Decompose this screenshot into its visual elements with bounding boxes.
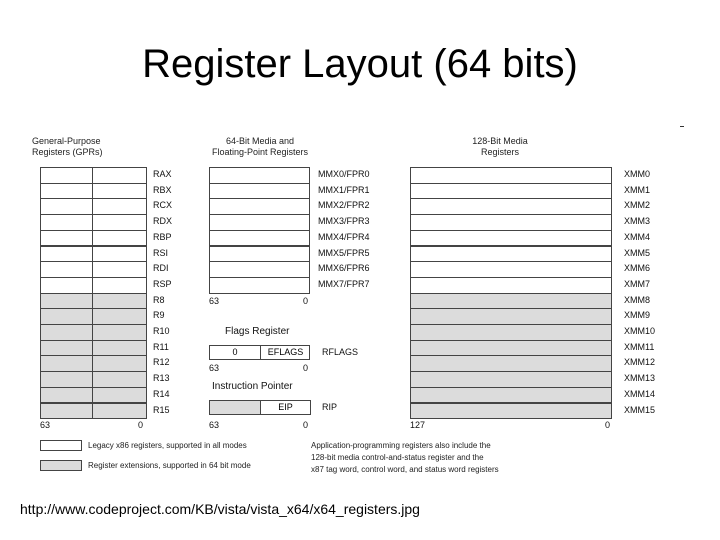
gpr-register: [40, 261, 147, 278]
xmm-register: [410, 293, 612, 310]
media128-header-line2: Registers: [480, 147, 519, 157]
register-diagram: [0, 118, 720, 480]
gpr-register-label: RBX: [153, 184, 172, 195]
ip-eip-label: EIP: [278, 402, 293, 412]
flags-eflags-field: EFLAGS: [267, 347, 304, 357]
gpr-register-divider: [92, 309, 93, 324]
source-url: http://www.codeproject.com/KB/vista/vista_x64/x64_registers.jpg: [20, 501, 420, 517]
gpr-bit-high: 63: [40, 420, 51, 430]
ip-eip-field: [260, 400, 311, 415]
gpr-register: [40, 371, 147, 388]
mmx-register: [209, 261, 310, 278]
xmm-register-label: XMM13: [624, 373, 656, 384]
mmx-register-label: MMX3/FPR3: [318, 216, 370, 227]
gpr-register-label: RSP: [153, 278, 172, 289]
gpr-header-line1: General-Purpose: [32, 136, 101, 146]
xmm-register: [410, 355, 612, 372]
gpr-register: [40, 214, 147, 231]
gpr-register-label: RSI: [153, 247, 169, 258]
gpr-register-label: RDI: [153, 263, 169, 274]
xmm-register-label: XMM7: [624, 278, 651, 289]
gpr-register-divider: [92, 262, 93, 277]
mmx-register-label: MMX2/FPR2: [318, 200, 370, 211]
gpr-register: [40, 277, 147, 294]
gpr-register: [40, 324, 147, 341]
gpr-register-divider: [92, 215, 93, 230]
xmm-register-label: XMM4: [624, 231, 651, 242]
mmx-register-label: MMX6/FPR6: [318, 263, 370, 274]
gpr-register-label: RBP: [153, 231, 172, 242]
gpr-register-label: R12: [153, 357, 170, 368]
gpr-register: [40, 198, 147, 215]
legend-note-line2: 128-bit media control-and-status register and the: [311, 453, 484, 462]
gpr-register-divider: [92, 199, 93, 214]
gpr-header: [32, 136, 142, 158]
gpr-register: [40, 230, 147, 247]
legend-note: [311, 440, 499, 476]
mmx-register: [209, 167, 310, 184]
media128-header-line1: 128-Bit Media: [472, 136, 528, 146]
legend-legacy-swatch: [40, 440, 82, 451]
mmx-register-label: MMX0/FPR0: [318, 169, 370, 179]
legend-note-line3: x87 tag word, control word, and status word registers: [311, 465, 499, 474]
xmm-register: [410, 371, 612, 388]
gpr-register-label: R11: [153, 341, 169, 352]
gpr-register-divider: [92, 388, 93, 403]
xmm-register: [410, 261, 612, 278]
xmm-register: [410, 387, 612, 404]
xmm-register-label: XMM11: [624, 341, 655, 352]
gpr-register-divider: [92, 356, 93, 371]
flags-register-name: RFLAGS: [322, 347, 359, 357]
mmx-bit-high: 63: [209, 296, 220, 306]
xmm-register-label: XMM1: [624, 184, 651, 195]
gpr-register: [40, 340, 147, 357]
mmx-bit-low: 0: [303, 296, 309, 306]
ip-bit-low: 0: [303, 420, 309, 430]
xmm-register: [410, 246, 612, 263]
xmm-register: [410, 308, 612, 325]
gpr-register: [40, 355, 147, 372]
xmm-register-label: XMM5: [624, 247, 651, 258]
gpr-register-divider: [92, 294, 93, 309]
legend-legacy-text: Legacy x86 registers, supported in all modes: [88, 441, 247, 450]
gpr-register-label: R9: [153, 310, 165, 321]
media64-header: [190, 136, 330, 158]
flags-heading: Flags Register: [225, 326, 290, 337]
gpr-register: [40, 167, 147, 184]
gpr-register-divider: [92, 168, 93, 183]
mmx-register: [209, 277, 310, 294]
gpr-register-divider: [92, 231, 93, 246]
xmm-register: [410, 198, 612, 215]
gpr-header-line2: Registers (GPRs): [32, 147, 103, 157]
gpr-register-label: RDX: [153, 216, 173, 227]
gpr-register-divider: [92, 372, 93, 387]
xmm-register-label: XMM10: [624, 326, 656, 336]
xmm-register-label: XMM6: [624, 263, 651, 274]
flags-register: [209, 345, 310, 360]
legend-extension-swatch: [40, 460, 82, 471]
flags-bit-high: 63: [209, 363, 220, 373]
gpr-register-label: R10: [153, 326, 170, 336]
xmm-register: [410, 167, 612, 184]
gpr-register-divider: [92, 325, 93, 340]
xmm-register: [410, 403, 612, 420]
mmx-register: [209, 183, 310, 200]
gpr-register: [40, 246, 147, 263]
mmx-register: [209, 246, 310, 263]
decorative-dash: [680, 126, 684, 127]
xmm-register: [410, 340, 612, 357]
gpr-register-label: RAX: [153, 169, 172, 179]
legend-extension-text: Register extensions, supported in 64 bit mode: [88, 461, 251, 470]
slide-title: Register Layout (64 bits): [142, 42, 578, 86]
gpr-register-divider: [92, 341, 93, 356]
mmx-register-label: MMX7/FPR7: [318, 278, 370, 289]
xmm-register: [410, 183, 612, 200]
gpr-register-label: R14: [153, 388, 170, 399]
gpr-register: [40, 293, 147, 310]
xmm-register-label: XMM9: [624, 310, 651, 321]
flags-bit-low: 0: [303, 363, 309, 373]
ip-register-name: RIP: [322, 402, 338, 412]
xmm-register: [410, 214, 612, 231]
gpr-register-label: RCX: [153, 200, 173, 211]
mmx-register: [209, 198, 310, 215]
xmm-register-label: XMM15: [624, 404, 656, 415]
mmx-register-label: MMX5/FPR5: [318, 247, 370, 258]
ip-bit-high: 63: [209, 420, 220, 430]
ip-register: [209, 400, 310, 415]
gpr-register-divider: [92, 278, 93, 293]
xmm-register-label: XMM14: [624, 388, 656, 399]
gpr-register-divider: [92, 184, 93, 199]
mmx-register-label: MMX1/FPR1: [318, 184, 370, 195]
flags-zero-field: 0: [232, 347, 238, 357]
xmm-register-label: XMM0: [624, 169, 651, 179]
mmx-register: [209, 230, 310, 247]
xmm-bit-high: 127: [410, 420, 426, 430]
gpr-register: [40, 403, 147, 420]
media128-header: [450, 136, 550, 158]
xmm-register-label: XMM12: [624, 357, 656, 368]
mmx-register-label: MMX4/FPR4: [318, 231, 370, 242]
gpr-register-divider: [92, 247, 93, 262]
legend-note-line1: Application-programming registers also include the: [311, 441, 491, 450]
gpr-register-label: R8: [153, 294, 165, 305]
gpr-register: [40, 387, 147, 404]
xmm-register: [410, 324, 612, 341]
xmm-register-label: XMM3: [624, 216, 651, 227]
gpr-register-label: R13: [153, 373, 170, 384]
xmm-register-label: XMM8: [624, 294, 651, 305]
gpr-register: [40, 308, 147, 325]
xmm-register: [410, 277, 612, 294]
media64-header-line1: 64-Bit Media and: [225, 136, 295, 146]
xmm-register: [410, 230, 612, 247]
media64-header-line2: Floating-Point Registers: [211, 147, 309, 157]
ip-heading: Instruction Pointer: [212, 381, 293, 392]
xmm-bit-low: 0: [605, 420, 611, 430]
gpr-register-divider: [92, 404, 93, 419]
mmx-register: [209, 214, 310, 231]
xmm-register-label: XMM2: [624, 200, 651, 211]
gpr-register: [40, 183, 147, 200]
gpr-register-label: R15: [153, 404, 170, 415]
gpr-bit-low: 0: [138, 420, 144, 430]
